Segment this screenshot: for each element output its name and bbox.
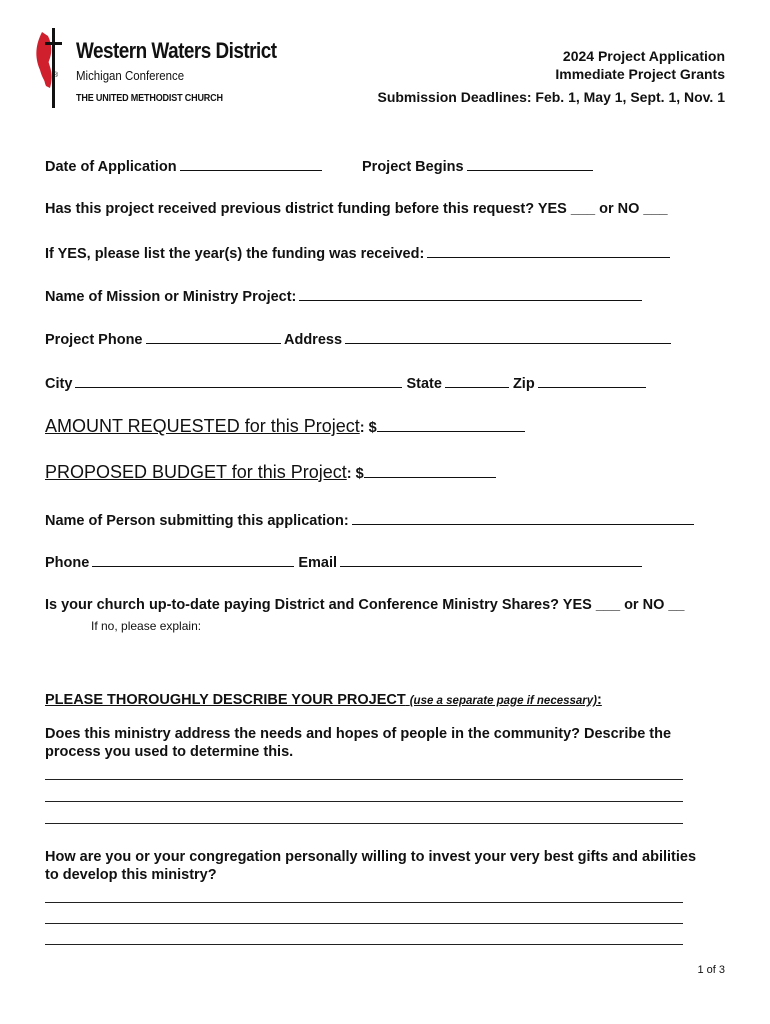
phone-address-row xyxy=(45,330,671,348)
answer-1-line-2[interactable] xyxy=(45,801,683,802)
describe-colon: : xyxy=(597,692,602,708)
proposed-budget-row xyxy=(45,462,496,483)
question-1-line-2: process you used to determine this. xyxy=(45,744,294,760)
amount-requested-label: AMOUNT REQUESTED for this Project xyxy=(45,416,360,436)
describe-note: (use a separate page if necessary) xyxy=(409,695,598,707)
amount-requested-row xyxy=(45,416,525,437)
answer-2-line-1[interactable] xyxy=(45,902,683,903)
phone-field[interactable] xyxy=(92,553,294,567)
funding-years-field[interactable] xyxy=(427,244,670,258)
previous-funding-question: Has this project received previous district funding before this request? YES ___ or NO ___ xyxy=(45,201,668,217)
mission-name-label: Name of Mission or Ministry Project: xyxy=(45,289,297,305)
church-name: THE UNITED METHODIST CHURCH xyxy=(76,92,223,104)
cross-and-flame-icon xyxy=(32,26,66,110)
zip-label: Zip xyxy=(512,376,535,392)
grant-type: Immediate Project Grants xyxy=(555,66,725,82)
city-state-zip-row xyxy=(45,374,646,392)
submitter-name-row xyxy=(45,511,694,529)
mission-name-row xyxy=(45,287,642,305)
district-name: Western Waters District xyxy=(76,38,277,63)
describe-heading: PLEASE THOROUGHLY DESCRIBE YOUR PROJECT xyxy=(45,692,406,708)
submitter-name-field[interactable] xyxy=(352,511,694,525)
submission-deadlines: Submission Deadlines: Feb. 1, May 1, Sept. 1, Nov. 1 xyxy=(377,89,725,105)
registered-mark: ® xyxy=(53,72,59,79)
zip-field[interactable] xyxy=(538,374,646,388)
project-begins-row xyxy=(362,157,593,175)
project-phone-field[interactable] xyxy=(146,330,281,344)
proposed-budget-label: PROPOSED BUDGET for this Project xyxy=(45,462,347,482)
state-field[interactable] xyxy=(445,374,509,388)
date-of-application-row xyxy=(45,157,322,175)
application-title: 2024 Project Application xyxy=(562,48,725,64)
page-number: 1 of 3 xyxy=(697,964,725,976)
if-no-explain-label: If no, please explain: xyxy=(91,619,202,633)
proposed-budget-field[interactable] xyxy=(364,464,496,478)
submitter-name-label: Name of Person submitting this application: xyxy=(45,513,349,529)
conference-name: Michigan Conference xyxy=(76,68,185,83)
ministry-shares-question: Is your church up-to-date paying District and Conference Ministry Shares? YES ___ or NO __ xyxy=(45,597,685,613)
answer-1-line-3[interactable] xyxy=(45,823,683,824)
email-label: Email xyxy=(298,555,338,571)
mission-name-field[interactable] xyxy=(299,287,642,301)
date-of-application-label: Date of Application xyxy=(45,159,177,175)
question-2-line-1: How are you or your congregation personally willing to invest your very best gifts and abilities xyxy=(45,849,697,865)
project-phone-label: Project Phone xyxy=(45,332,143,348)
phone-email-row xyxy=(45,553,642,571)
question-2-line-2: to develop this ministry? xyxy=(45,867,217,883)
funding-years-row xyxy=(45,244,670,262)
proposed-budget-suffix: : $ xyxy=(346,466,364,482)
phone-label: Phone xyxy=(45,555,90,571)
date-of-application-field[interactable] xyxy=(180,157,322,171)
state-label: State xyxy=(406,376,442,392)
project-begins-field[interactable] xyxy=(467,157,593,171)
city-field[interactable] xyxy=(75,374,402,388)
question-1-line-1: Does this ministry address the needs and hopes of people in the community? Describe the xyxy=(45,726,672,742)
email-field[interactable] xyxy=(340,553,642,567)
project-begins-label: Project Begins xyxy=(362,159,464,175)
amount-requested-field[interactable] xyxy=(377,418,525,432)
funding-years-label: If YES, please list the year(s) the funding was received: xyxy=(45,246,425,262)
describe-heading-row xyxy=(45,692,602,708)
amount-requested-suffix: : $ xyxy=(359,420,377,436)
answer-2-line-2[interactable] xyxy=(45,923,683,924)
answer-1-line-1[interactable] xyxy=(45,779,683,780)
city-label: City xyxy=(45,376,73,392)
address-label: Address xyxy=(284,332,343,348)
address-field[interactable] xyxy=(345,330,671,344)
answer-2-line-3[interactable] xyxy=(45,944,683,945)
